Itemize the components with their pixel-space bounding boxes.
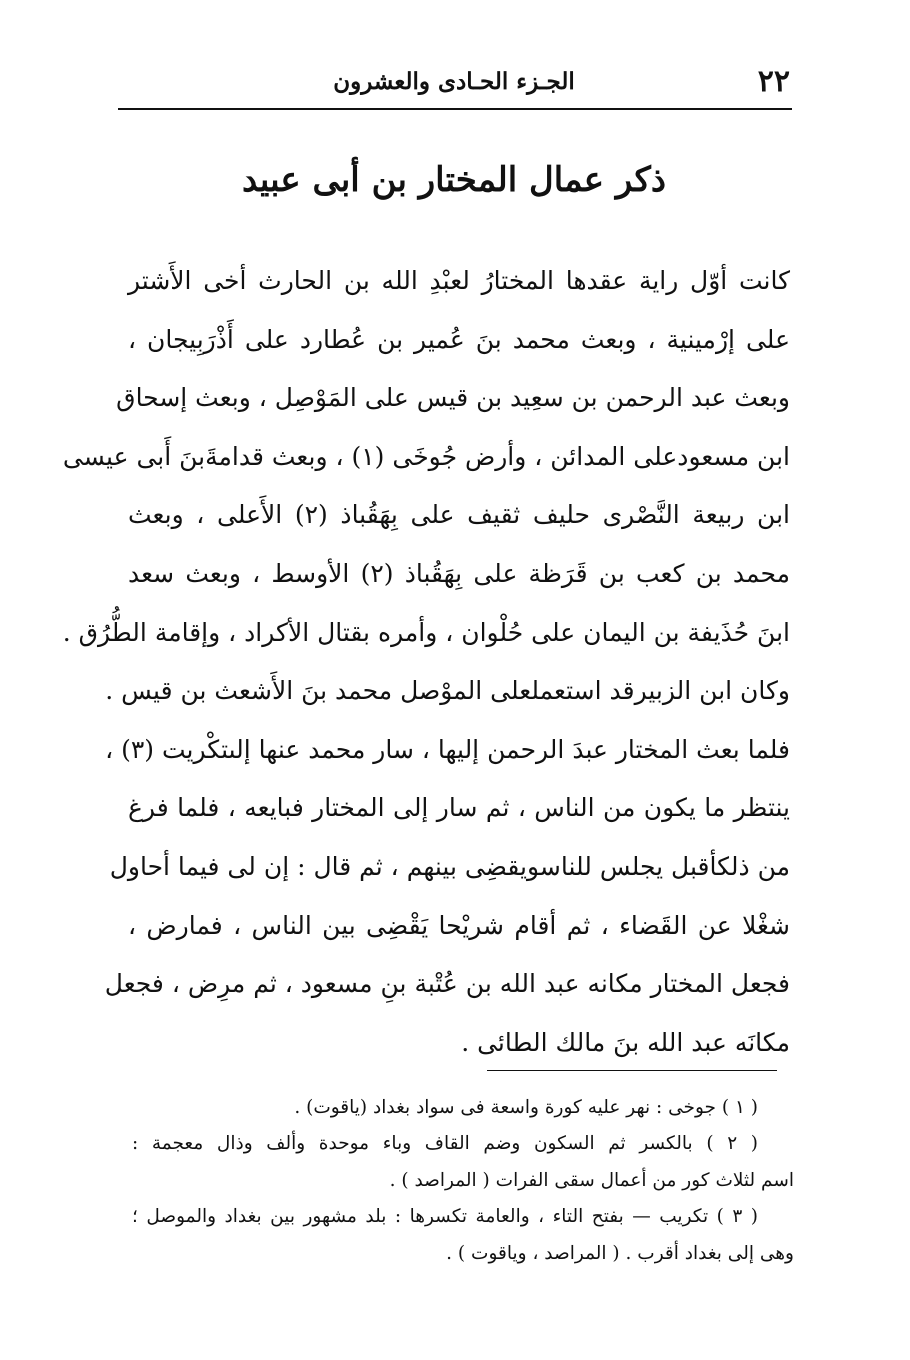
body-line: محمد بن كعب بن قَرَظة على بِهَقُباذ (٢) الأوسط ، وبعث سعد [128,558,790,588]
body-line: ابنَ حُذَيفة بن اليمان على حُلْوان ، وأمره بقتال الأكراد ، وإقامة الطُّرُق . [62,617,790,647]
body-line: فجعل المختار مكانه عبد الله بن عُتْبة بنِ مسعود ، ثم مرِض ، فجعل [104,969,790,999]
body-line: شغْلا عن القَضاء ، ثم أقام شريْحا يَقْضِى بين الناس ، فمارض ، [128,910,790,940]
body-line: وكان ابن الزبيرقد استعملعلى الموْصل محمد بنَ الأَشعث بن قيس . [105,676,790,706]
running-title: الجـزء الحـادى والعشرون [333,68,575,95]
footnote-line: ( ١ ) جوخى : نهر عليه كورة واسعة فى سواد بغداد (ياقوت) . [294,1097,758,1118]
body-text [62,252,790,1072]
body-line: فلما بعث المختار عبدَ الرحمن إليها ، سار محمد عنها إلىتكْريت (٣) ، [105,734,790,764]
footnotes [132,1090,794,1272]
footnote-rule [487,1070,777,1071]
page-header [118,58,790,108]
footnote-line: ( ٢ ) بالكسر ثم السكون وضم القاف وباء موحدة وألف وذال معجمة : [132,1133,758,1155]
footnote-line: وهى إلى بغداد أقرب . ( المراصد ، وياقوت ) . [446,1242,794,1264]
footnote-line: ( ٣ ) تكريب — بفتح التاء ، والعامة تكسرها : بلد مشهور بين بغداد والموصل ؛ [132,1206,758,1228]
header-rule [118,108,792,110]
section-title: ذكر عمال المختار بن أبى عبيد [242,160,666,200]
footnote-line: اسم لثلاث كور من أعمال سقى الفرات ( المراصد ) . [389,1169,794,1191]
body-line: وبعث عبد الرحمن بن سعِيد بن قيس على المَوْصِل ، وبعث إسحاق [116,383,790,413]
body-line: ابن مسعودعلى المدائن ، وأرض جُوخَى (١) ، وبعث قدامةَبنَ أَبى عيسى [62,441,790,471]
page-number: ٢٢ [757,64,790,99]
body-line: ابن ربيعة النَّصْرى حليف ثقيف على بِهَقُباذ (٢) الأَعلى ، وبعث [128,500,790,530]
body-line: ينتظر ما يكون من الناس ، ثم سار إلى المختار فبايعه ، فلما فرغ [128,793,790,823]
body-line: كانت أوّل راية عقدها المختارُ لعبْدِ الله بن الحارث أخى الأَشتر [128,266,790,295]
body-line: من ذلكأقبل يجلس للناسويقضِى بينهم ، ثم قال : إن لى فيما أحاول [109,851,790,881]
body-line: على إرْمينية ، وبعث محمد بنَ عُمير بن عُطارد على أَذْرَبِيجان ، [128,324,790,354]
body-line: مكانَه عبد الله بنَ مالك الطائى . [461,1027,790,1057]
